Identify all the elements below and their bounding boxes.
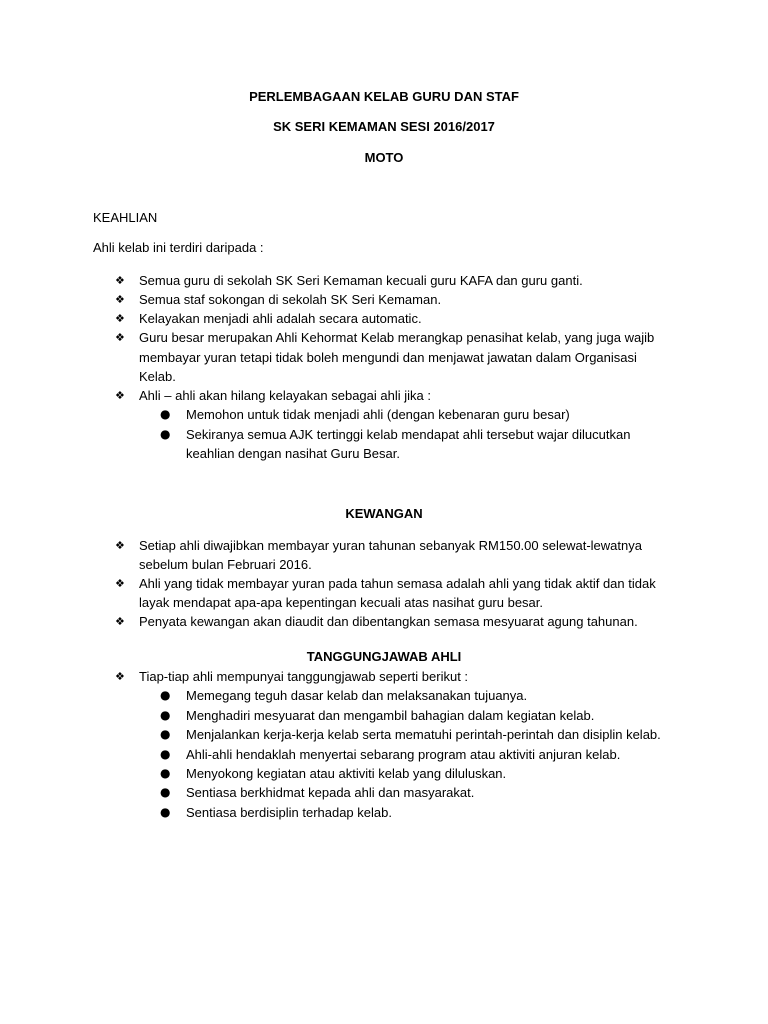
- item-text: Tiap-tiap ahli mempunyai tanggungjawab seperti berikut :: [139, 669, 469, 684]
- diamond-bullet-icon: ❖: [115, 331, 125, 344]
- subitem-text: Sekiranya semua AJK tertinggi kelab mendapat ahli tersebut wajar dilucutkan: [186, 427, 631, 442]
- diamond-bullet-icon: ❖: [115, 539, 125, 552]
- document-subtitle: SK SERI KEMAMAN SESI 2016/2017: [273, 119, 495, 134]
- diamond-bullet-icon: ❖: [115, 274, 125, 287]
- round-bullet-icon: ●: [160, 785, 171, 799]
- subitem-text: Menghadiri mesyuarat dan mengambil bahagian dalam kegiatan kelab.: [186, 708, 595, 723]
- document-title: PERLEMBAGAAN KELAB GURU DAN STAF: [249, 89, 519, 104]
- round-bullet-icon: ●: [160, 766, 171, 780]
- diamond-bullet-icon: ❖: [115, 293, 125, 306]
- item-text: layak mendapat apa-apa kepentingan kecuali atas nasihat guru besar.: [139, 595, 544, 610]
- diamond-bullet-icon: ❖: [115, 389, 125, 402]
- diamond-bullet-icon: ❖: [115, 670, 125, 683]
- item-text: Ahli – ahli akan hilang kelayakan sebagai ahli jika :: [139, 388, 431, 403]
- round-bullet-icon: ●: [160, 747, 171, 761]
- item-text: Semua staf sokongan di sekolah SK Seri Kemaman.: [139, 292, 442, 307]
- item-text: Kelayakan menjadi ahli adalah secara automatic.: [139, 311, 422, 326]
- diamond-bullet-icon: ❖: [115, 615, 125, 628]
- subitem-text: Sentiasa berkhidmat kepada ahli dan masyarakat.: [186, 785, 475, 800]
- subitem-text: Ahli-ahli hendaklah menyertai sebarang program atau aktiviti anjuran kelab.: [186, 747, 621, 762]
- keahlian-intro: Ahli kelab ini terdiri daripada :: [93, 240, 264, 255]
- subitem-text: Menjalankan kerja-kerja kelab serta mematuhi perintah-perintah dan disiplin kelab.: [186, 727, 661, 742]
- keahlian-heading: KEAHLIAN: [93, 210, 158, 225]
- round-bullet-icon: ●: [160, 805, 171, 819]
- item-text: Semua guru di sekolah SK Seri Kemaman kecuali guru KAFA dan guru ganti.: [139, 273, 583, 288]
- item-text: Penyata kewangan akan diaudit dan dibentangkan semasa mesyuarat agung tahunan.: [139, 614, 638, 629]
- item-text: Guru besar merupakan Ahli Kehormat Kelab merangkap penasihat kelab, yang juga wajib: [139, 330, 655, 345]
- tanggungjawab-heading: TANGGUNGJAWAB AHLI: [306, 649, 462, 664]
- item-text: membayar yuran tetapi tidak boleh mengundi dan menjawat jawatan dalam Organisasi: [139, 350, 637, 365]
- subitem-text: Memegang teguh dasar kelab dan melaksanakan tujuanya.: [186, 688, 528, 703]
- item-text: sebelum bulan Februari 2016.: [139, 557, 312, 572]
- diamond-bullet-icon: ❖: [115, 312, 125, 325]
- item-text: Ahli yang tidak membayar yuran pada tahun semasa adalah ahli yang tidak aktif dan tidak: [139, 576, 656, 591]
- round-bullet-icon: ●: [160, 708, 171, 722]
- moto-heading: MOTO: [364, 150, 404, 165]
- kewangan-heading: KEWANGAN: [345, 506, 423, 521]
- round-bullet-icon: ●: [160, 688, 171, 702]
- round-bullet-icon: ●: [160, 407, 171, 421]
- diamond-bullet-icon: ❖: [115, 577, 125, 590]
- round-bullet-icon: ●: [160, 727, 171, 741]
- subitem-text: Memohon untuk tidak menjadi ahli (dengan kebenaran guru besar): [186, 407, 570, 422]
- item-text: Setiap ahli diwajibkan membayar yuran tahunan sebanyak RM150.00 selewat-lewatnya: [139, 538, 642, 553]
- subitem-text: keahlian dengan nasihat Guru Besar.: [186, 446, 400, 461]
- subitem-text: Menyokong kegiatan atau aktiviti kelab yang diluluskan.: [186, 766, 507, 781]
- round-bullet-icon: ●: [160, 427, 171, 441]
- subitem-text: Sentiasa berdisiplin terhadap kelab.: [186, 805, 392, 820]
- item-text: Kelab.: [139, 369, 176, 384]
